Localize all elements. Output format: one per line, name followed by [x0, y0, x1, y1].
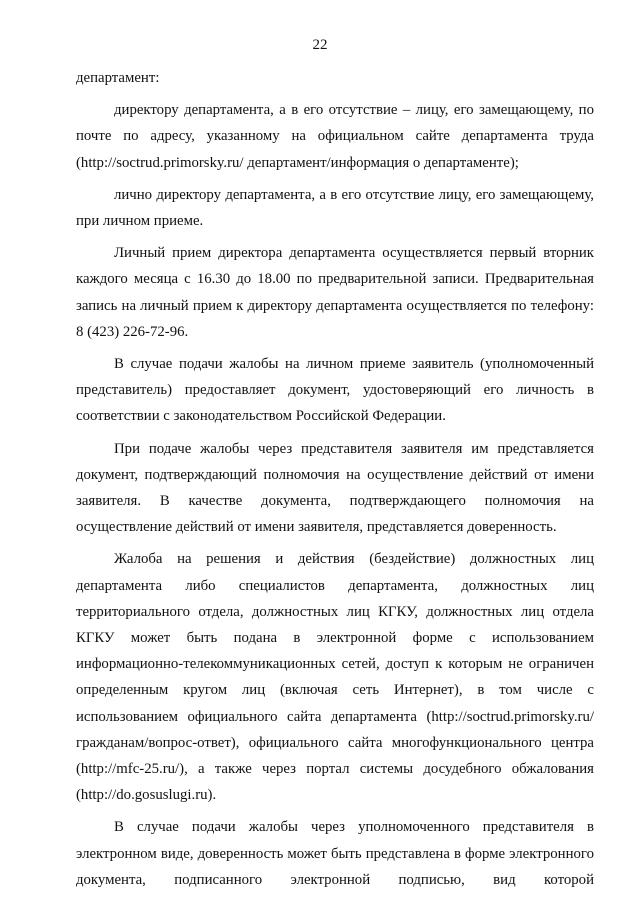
paragraph-reception-hours: Личный прием директора департамента осуществляется первый вторник каждого месяца с 16.30 до 18.00 по предварительной записи. Предварительная запись на личный прием к директору департамента осуществляется по телефону: 8 (423) 226-72-96.	[76, 245, 594, 340]
paragraph-in-person: лично директору департамента, а в его отсутствие лицу, его замещающему, при личном приеме.	[76, 186, 594, 230]
paragraph-electronic-proxy: В случае подачи жалобы через уполномоченного представителя в электронном виде, доверенность может быть представлена в форме электронного документа, подписанного электронной подписью, вид которой	[76, 819, 594, 888]
paragraph-representative: При подаче жалобы через представителя заявителя им представляется документ, подтверждающий полномочия на осуществление действий от имени заявителя. В качестве документа, подтверждающего полномочия на осуществление действий от имени заявителя, представляется доверенность.	[76, 440, 594, 536]
paragraph-identity-document: В случае подачи жалобы на личном приеме заявитель (уполномоченный представитель) предоставляет документ, удостоверяющий его личность в соответствии с законодательством Российской Федерации.	[76, 356, 594, 425]
document-body	[76, 65, 594, 893]
page-number: 22	[312, 37, 328, 53]
paragraph-electronic-complaint: Жалоба на решения и действия (бездействие) должностных лиц департамента либо специалистов департамента, должностных лиц территориального отдела, должностных лиц КГКУ, должностных лиц отдела КГКУ может быть подана в электронной форме с использованием информационно-телекоммуникационных сетей, доступ к которым не ограничен определенным кругом лиц (включая сеть Интернет), в том числе с использованием официального сайта департамента (http://soctrud.primorsky.ru/гражданам/вопрос-ответ), официального сайта многофункционального центра (http://mfc-25.ru/), а также через портал системы досудебного обжалования (http://do.gosuslugi.ru).	[76, 551, 594, 804]
paragraph-continuation: департамент:	[76, 70, 160, 86]
paragraph-postal: директору департамента, а в его отсутствие – лицу, его замещающему, по почте по адресу, указанному на официальном сайте департамента труда (http://soctrud.primorsky.ru/ департамент/информация о департаменте);	[76, 102, 594, 171]
